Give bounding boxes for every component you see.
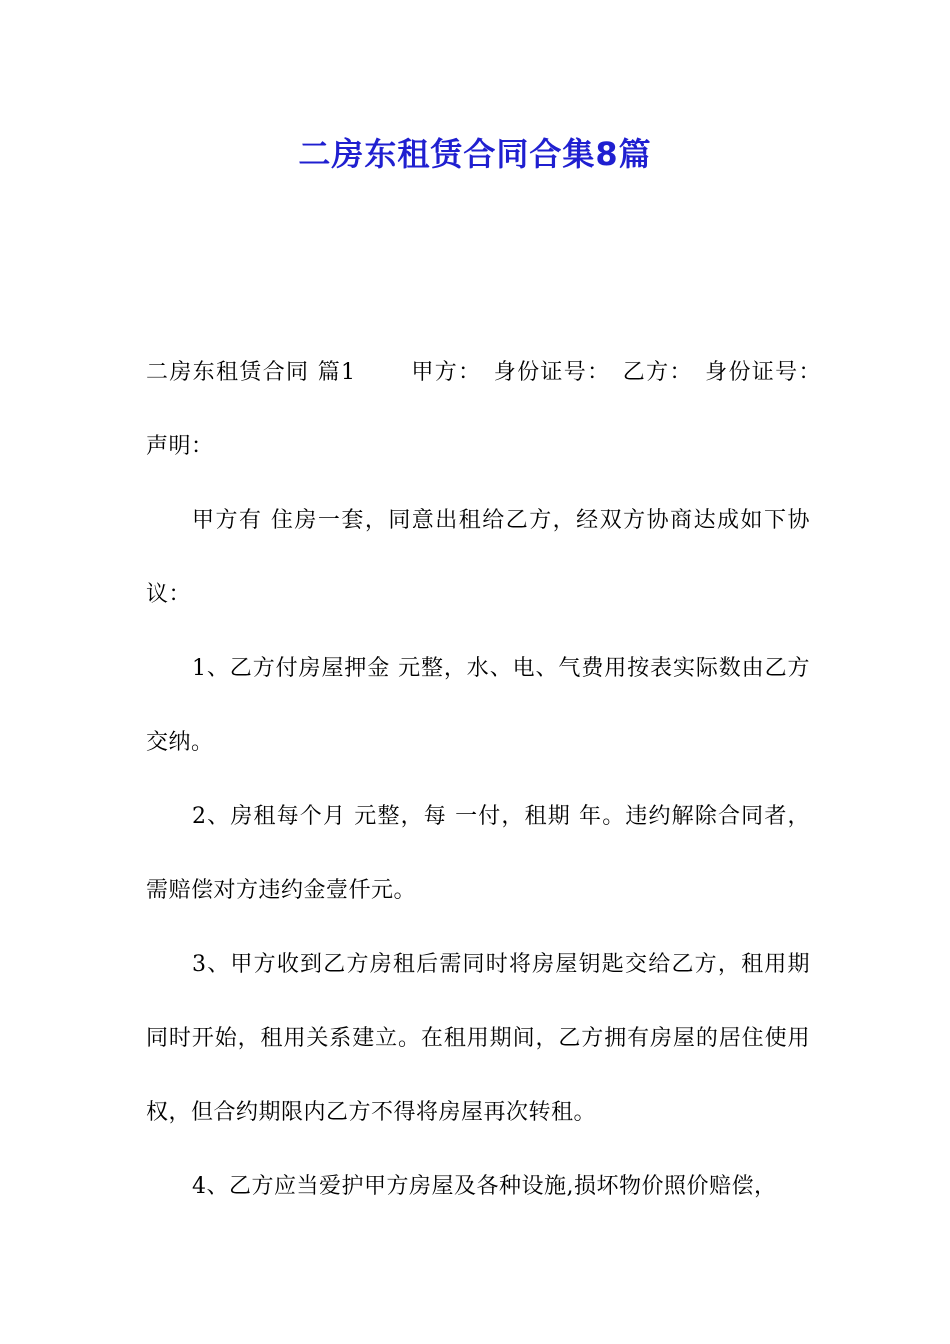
paragraph-clause-1: 1、乙方付房屋押金 元整，水、电、气费用按表实际数由乙方交纳。 — [146, 656, 810, 755]
paragraph-clause-3: 3、甲方收到乙方房租后需同时将房屋钥匙交给乙方，租用期同时开始，租用关系建立。在租用期间，乙方拥有房屋的居住使用权，但合约期限内乙方不得将房屋再次转租。 — [146, 952, 810, 1125]
document-title: 二房东租赁合同合集8篇 — [298, 135, 652, 173]
paragraph-header: 二房东租赁合同 篇1 甲方： 身份证号： 乙方： 身份证号： 声明： — [146, 360, 833, 459]
paragraph-clause-2: 2、房租每个月 元整，每 一付，租期 年。违约解除合同者，需赔偿对方违约金壹仟元。 — [146, 804, 810, 903]
document-body — [146, 336, 833, 1224]
paragraph-clause-4: 4、乙方应当爱护甲方房屋及各种设施,损坏物价照价赔偿， — [192, 1174, 777, 1199]
paragraph-agreement: 甲方有 住房一套，同意出租给乙方，经双方协商达成如下协议： — [146, 508, 810, 607]
